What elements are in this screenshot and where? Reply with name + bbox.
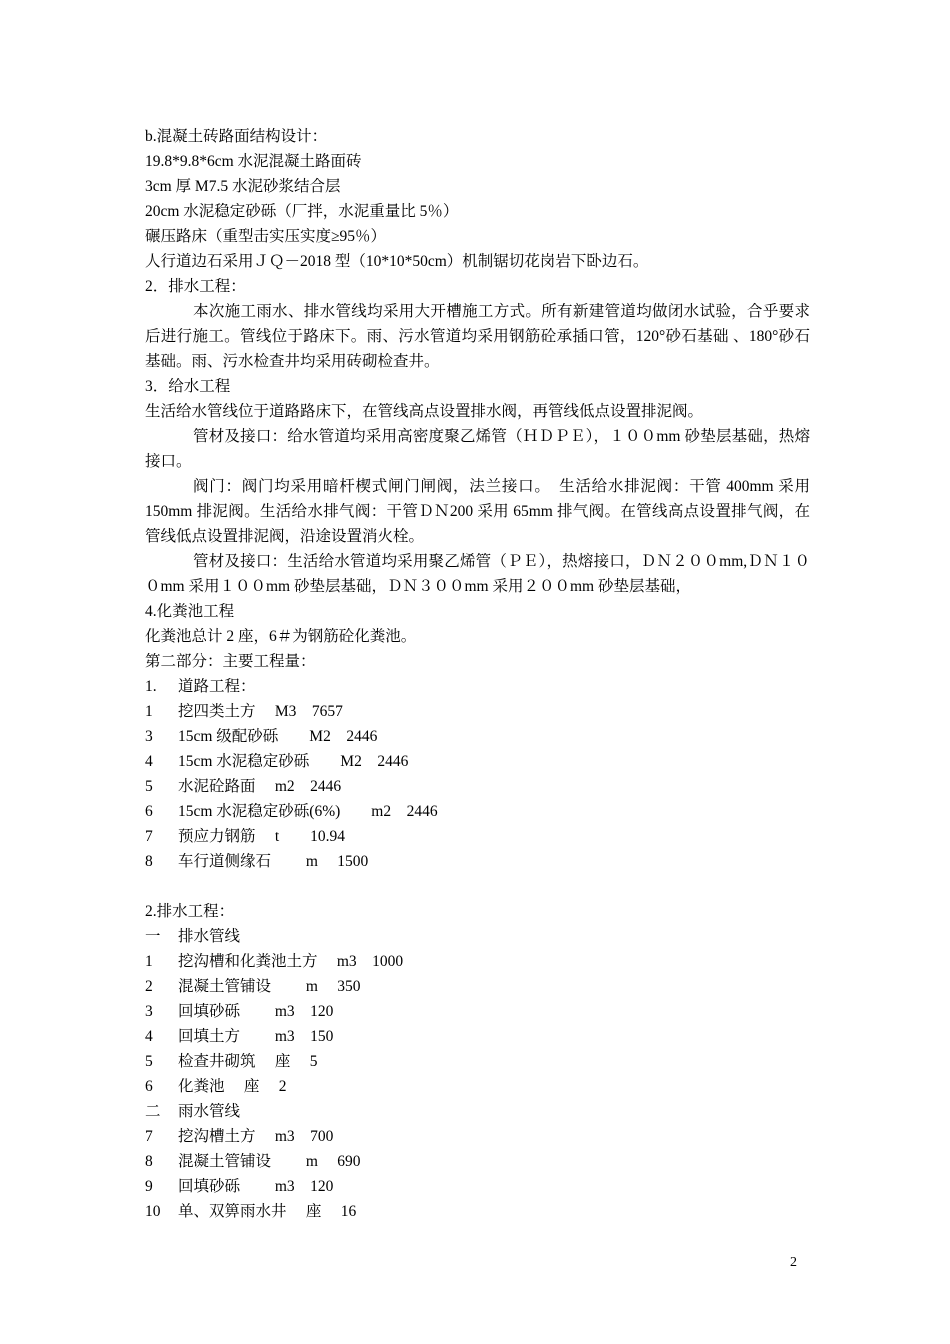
item-text: 预应力钢筋 t 10.94	[178, 828, 346, 845]
item-text: 15cm 级配砂砾 M2 2446	[178, 728, 378, 745]
item-number: 8	[145, 853, 153, 870]
item-number: 7	[145, 828, 153, 845]
item-number: 1.	[145, 678, 157, 695]
item-text: 挖沟槽和化粪池土方 m3 1000	[178, 953, 404, 970]
item-number: 6	[145, 1078, 153, 1095]
item-text: 水泥砼路面 m2 2446	[178, 778, 342, 795]
drainage-heading: 2．排水工程：	[145, 278, 246, 295]
item-text: 雨水管线	[178, 1103, 241, 1120]
text-line: 20cm 水泥稳定砂砾（厂拌，水泥重量比 5％）	[145, 203, 459, 220]
text-line: 3cm 厚 M7.5 水泥砂浆结合层	[145, 178, 341, 195]
item-number: 10	[145, 1203, 161, 1220]
item-number: 3	[145, 1003, 153, 1020]
drainage-quantities-heading: 2.排水工程：	[145, 903, 235, 920]
pavement-structure-heading: b.混凝土砖路面结构设计：	[145, 128, 328, 145]
item-text: 回填土方 m3 150	[178, 1028, 334, 1045]
item-number: 1	[145, 703, 153, 720]
item-number: 8	[145, 1153, 153, 1170]
item-number: 6	[145, 803, 153, 820]
item-text: 检查井砌筑 座 5	[178, 1053, 318, 1070]
item-text: 回填砂砾 m3 120	[178, 1003, 334, 1020]
septic-heading: 4.化粪池工程	[145, 603, 235, 620]
text-line: 化粪池总计 2 座，6＃为钢筋砼化粪池。	[145, 628, 417, 645]
page-number: 2	[790, 1255, 797, 1270]
drainage-paragraph: 本次施工雨水、排水管线均采用大开槽施工方式。所有新建管道均做闭水试验，合乎要求后进行施工。管线位于路床下。雨、污水管道均采用钢筋砼承插口管，120°砂石基础 、180°砂石基础。雨、污水检查井均采用砖砌检查井。	[145, 303, 810, 370]
item-number: 7	[145, 1128, 153, 1145]
item-text: 15cm 水泥稳定砂砾 M2 2446	[178, 753, 409, 770]
item-text: 车行道侧缘石 m 1500	[178, 853, 369, 870]
text-line: 碾压路床（重型击实压实度≥95％）	[145, 228, 387, 245]
item-text: 单、双箅雨水井 座 16	[178, 1203, 357, 1220]
item-text: 化粪池 座 2	[178, 1078, 287, 1095]
item-text: 排水管线	[178, 928, 241, 945]
item-text: 道路工程：	[178, 678, 256, 695]
item-number: 2	[145, 978, 153, 995]
pipe-material-paragraph: 管材及接口：给水管道均采用高密度聚乙烯管（ＨＤＰＥ），１００mm 砂垫层基础，热熔接口。	[145, 428, 810, 470]
item-text: 混凝土管铺设 m 690	[178, 1153, 361, 1170]
item-number: 二	[145, 1103, 161, 1120]
item-number: 5	[145, 1053, 153, 1070]
item-text: 回填砂砾 m3 120	[178, 1178, 334, 1195]
item-text: 挖四类土方 M3 7657	[178, 703, 343, 720]
item-text: 挖沟槽土方 m3 700	[178, 1128, 334, 1145]
item-text: 15cm 水泥稳定砂砾(6%) m2 2446	[178, 803, 438, 820]
text-line: 生活给水管线位于道路路床下，在管线高点设置排水阀，再管线低点设置排泥阀。	[145, 403, 704, 420]
text-line: 人行道边石采用ＪＱ－2018 型（10*10*50cm）机制锯切花岗岩下卧边石。	[145, 253, 649, 270]
item-number: 3	[145, 728, 153, 745]
item-number: 5	[145, 778, 153, 795]
item-text: 混凝土管铺设 m 350	[178, 978, 361, 995]
part-two-heading: 第二部分：主要工程量：	[145, 653, 316, 670]
text-line: 19.8*9.8*6cm 水泥混凝土路面砖	[145, 153, 362, 170]
item-number: 一	[145, 928, 161, 945]
item-number: 1	[145, 953, 153, 970]
item-number: 4	[145, 1028, 153, 1045]
water-supply-heading: 3．给水工程	[145, 378, 231, 395]
item-number: 9	[145, 1178, 153, 1195]
item-number: 4	[145, 753, 153, 770]
pipe-material-paragraph-2: 管材及接口：生活给水管道均采用聚乙烯管（ＰＥ），热熔接口，ＤＮ２００mm,ＤＮ１００mm 采用１００mm 砂垫层基础，ＤＮ３００mm 采用２００mm 砂垫层基础，	[145, 553, 810, 595]
valve-paragraph: 阀门：阀门均采用暗杆楔式闸门闸阀，法兰接口。 生活给水排泥阀：干管 400mm 采用 150mm 排泥阀。生活给水排气阀：干管ＤＮ200 采用 65mm 排气阀。在管线高点设置排气阀，在管线低点设置排泥阀，沿途设置消火栓。	[145, 478, 810, 545]
